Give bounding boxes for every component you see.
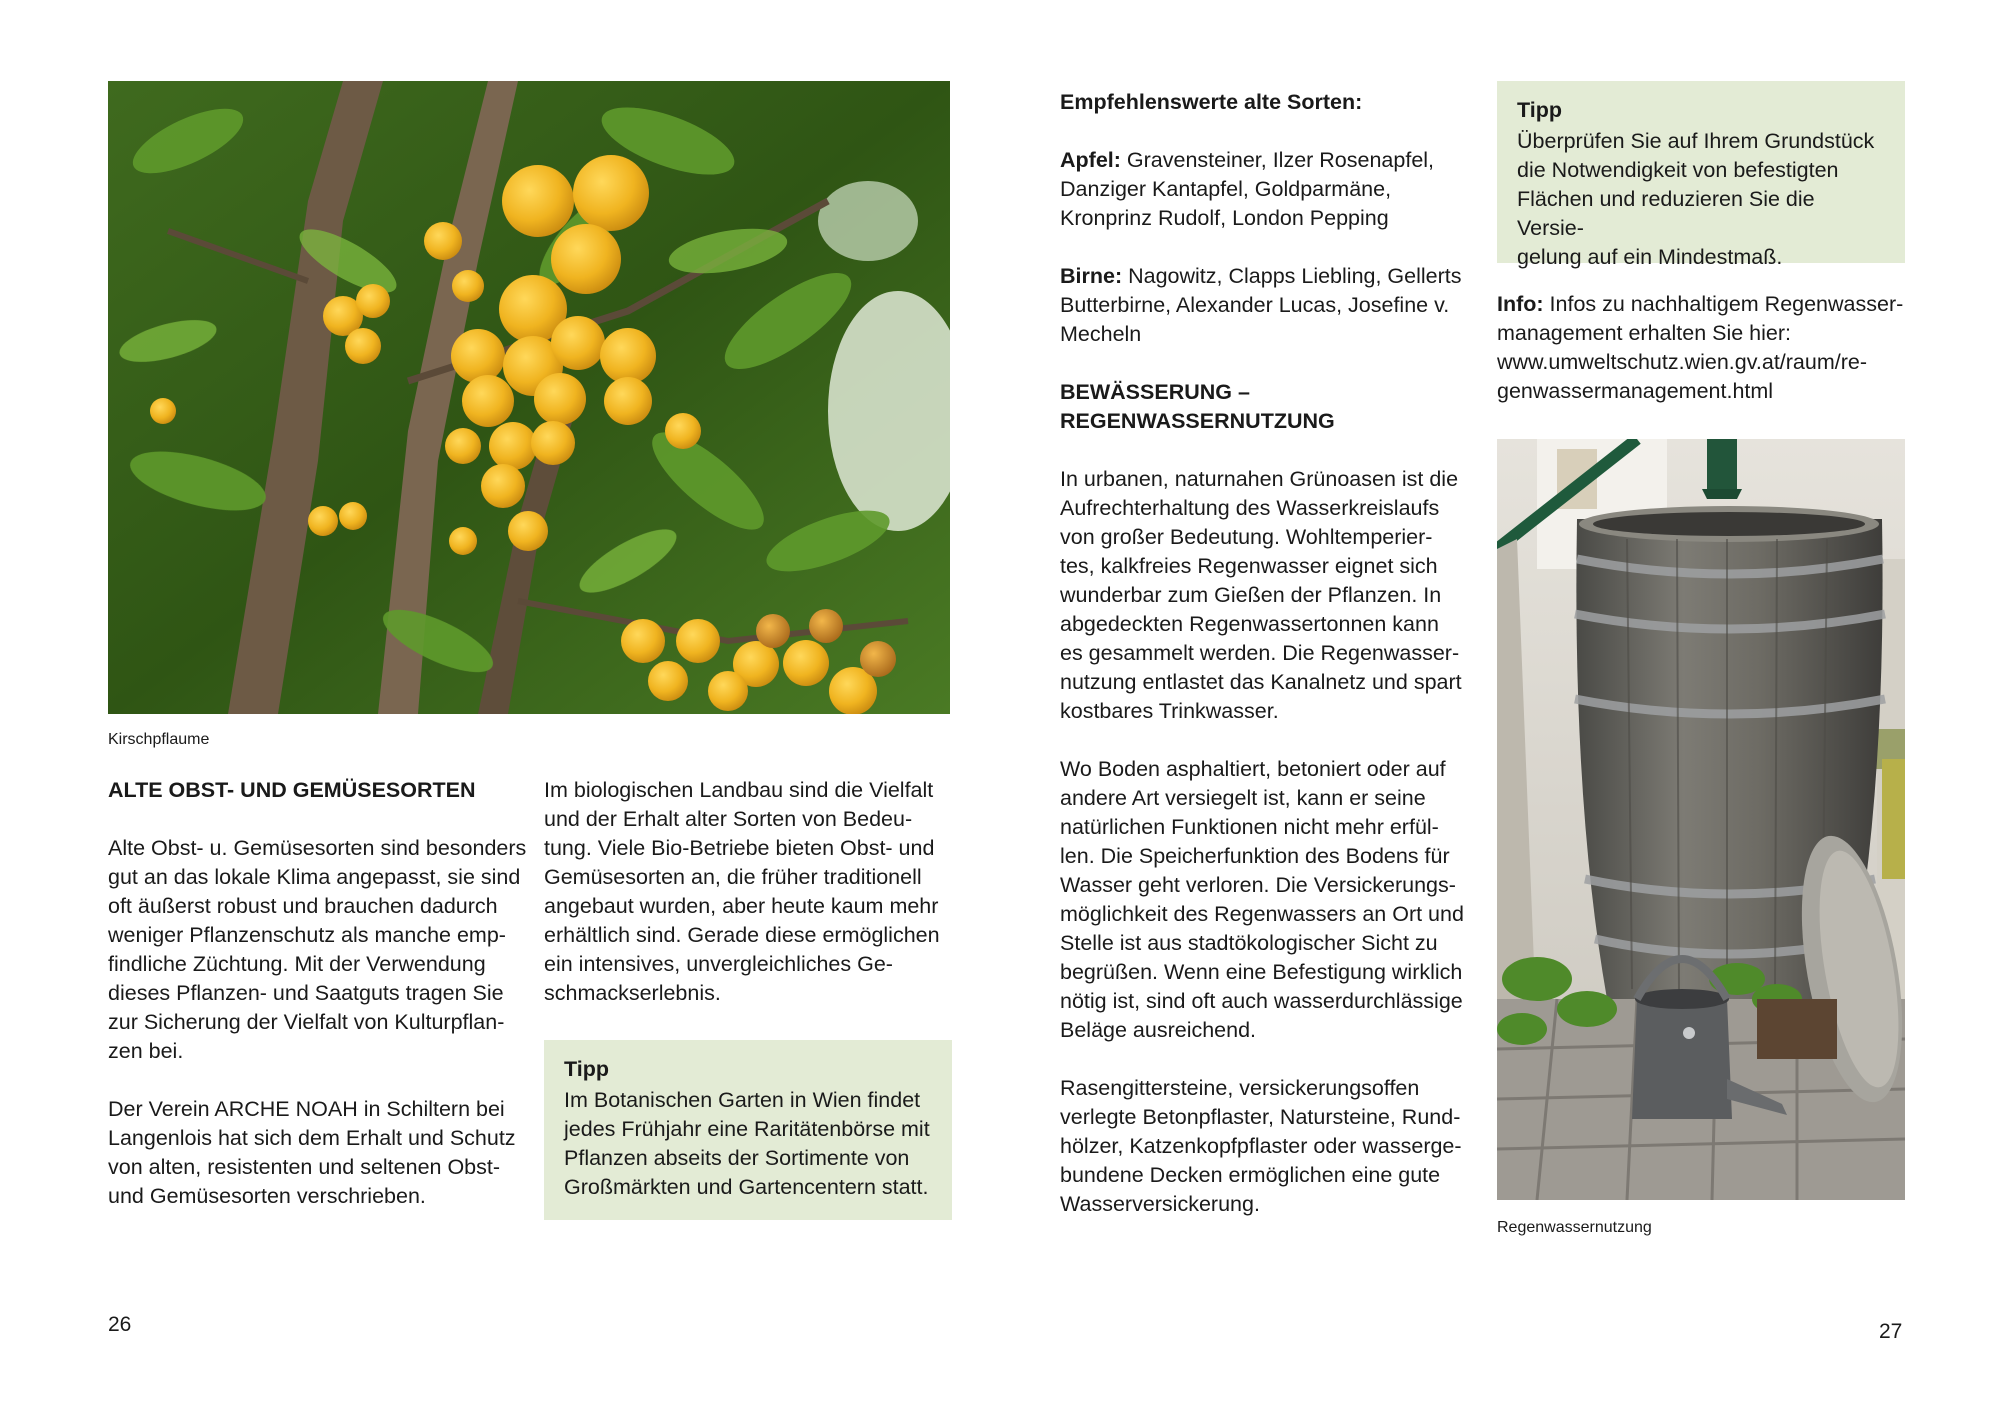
apple-list: Gravensteiner, Ilzer Rosenapfel, Danziger Kantapfel, Goldparmäne, Kronprinz Rudolf, London Pepping (1060, 148, 1435, 230)
recommended-varieties (1060, 88, 1480, 1219)
section-heading: ALTE OBST- UND GEMÜSESORTEN (108, 778, 476, 802)
photo-caption-kirschpflaume: Kirschpflaume (108, 731, 210, 748)
paragraph: Alte Obst- u. Gemüsesorten sind besonders gut an das lokale Klima angepasst, sie sind oft äußerst robust und brauchen dadurch weniger Pflanzenschutz als manche emp- findliche Züchtung. Mit der Verwendung dieses Pflanzen- und Saatguts tragen Sie zur Sicherung der Vielfalt von Kulturpflan- zen bei. (108, 836, 527, 1063)
info-label: Info: (1497, 292, 1544, 316)
info-content: Infos zu nachhaltigem Regenwasser- management erhalten Sie hier: www.umweltschutz.wien.gv.at/raum/re- genwassermanagement.html (1497, 292, 1904, 403)
varieties-heading: Empfehlenswerte alte Sorten: (1060, 90, 1363, 114)
section-organic-farming (544, 776, 954, 1008)
tip-box-sealing (1497, 81, 1905, 269)
irrigation-heading: BEWÄSSERUNG – REGENWASSERNUTZUNG (1060, 380, 1335, 433)
paragraph: Wo Boden asphaltiert, betoniert oder auf andere Art versiegelt ist, kann er seine natürlichen Funktionen nicht mehr erfül- len. Die Speicherfunktion des Bodens für Wasser geht verloren. Die Versickerungs- möglichkeit des Regenwassers an Ort und Stelle ist aus stadtökologischer Sicht zu begrüßen. Wenn eine Befestigung wirklich nötig ist, sind oft auch wasserdurchlässige Beläge ausreichend. (1060, 757, 1464, 1042)
rain-barrel-photo (1497, 439, 1905, 1200)
paragraph: Im biologischen Landbau sind die Vielfalt und der Erhalt alter Sorten von Bedeu- tung. Viele Bio-Betriebe bieten Obst- und Gemüsesorten an, die früher traditionell angebaut wurden, aber heute kaum mehr erhältlich sind. Gerade diese ermöglichen ein intensives, unvergleichliches Ge- schmackserlebnis. (544, 778, 940, 1005)
cherry-plum-photo (108, 81, 950, 714)
varieties-apple (1060, 146, 1480, 233)
tip-box-botanical-garden (544, 1040, 952, 1220)
tip-body: Im Botanischen Garten in Wien findet jedes Frühjahr eine Raritätenbörse mit Pflanzen abseits der Sortimente von Großmärkten und Gartencentern statt. (564, 1088, 930, 1199)
tip-title: Tipp (1517, 98, 1562, 122)
info-text (1497, 290, 1917, 406)
paragraph: Der Verein ARCHE NOAH in Schiltern bei Langenlois hat sich dem Erhalt und Schutz von alten, resistenten und seltenen Obst- und Gemüsesorten verschrieben. (108, 1097, 516, 1208)
tip-body: Überprüfen Sie auf Ihrem Grundstück die Notwendigkeit von befestigten Flächen und reduzieren Sie die Versie- gelung auf ein Mindestmaß. (1517, 129, 1875, 269)
paragraph: In urbanen, naturnahen Grünoasen ist die Aufrechterhaltung des Wasserkreislaufs von großer Bedeutung. Wohltemperier- tes, kalkfreies Regenwasser eignet sich wunderbar zum Gießen der Pflanzen. In abgedeckten Regenwassertonnen kann es gesammelt werden. Die Regenwasser- nutzung entlastet das Kanalnetz und spart kostbares Trinkwasser. (1060, 467, 1462, 723)
photo-caption-regenwassernutzung: Regenwassernutzung (1497, 1219, 1652, 1236)
varieties-pear (1060, 262, 1480, 349)
section-old-varieties (108, 776, 528, 1211)
tip-title: Tipp (564, 1057, 609, 1081)
paragraph: Rasengittersteine, versickerungsoffen verlegte Betonpflaster, Natursteine, Rund- hölzer, Katzenkopfpflaster oder wasserge- bundene Decken ermöglichen eine gute Wasserversickerung. (1060, 1076, 1462, 1216)
page-number-right: 27 (1879, 1320, 1903, 1343)
pear-label: Birne: (1060, 264, 1123, 288)
pear-list: Nagowitz, Clapps Liebling, Gellerts Butterbirne, Alexander Lucas, Josefine v. Mecheln (1060, 264, 1462, 346)
page-number-left: 26 (108, 1313, 132, 1336)
apple-label: Apfel: (1060, 148, 1121, 172)
info-block (1497, 290, 1917, 406)
